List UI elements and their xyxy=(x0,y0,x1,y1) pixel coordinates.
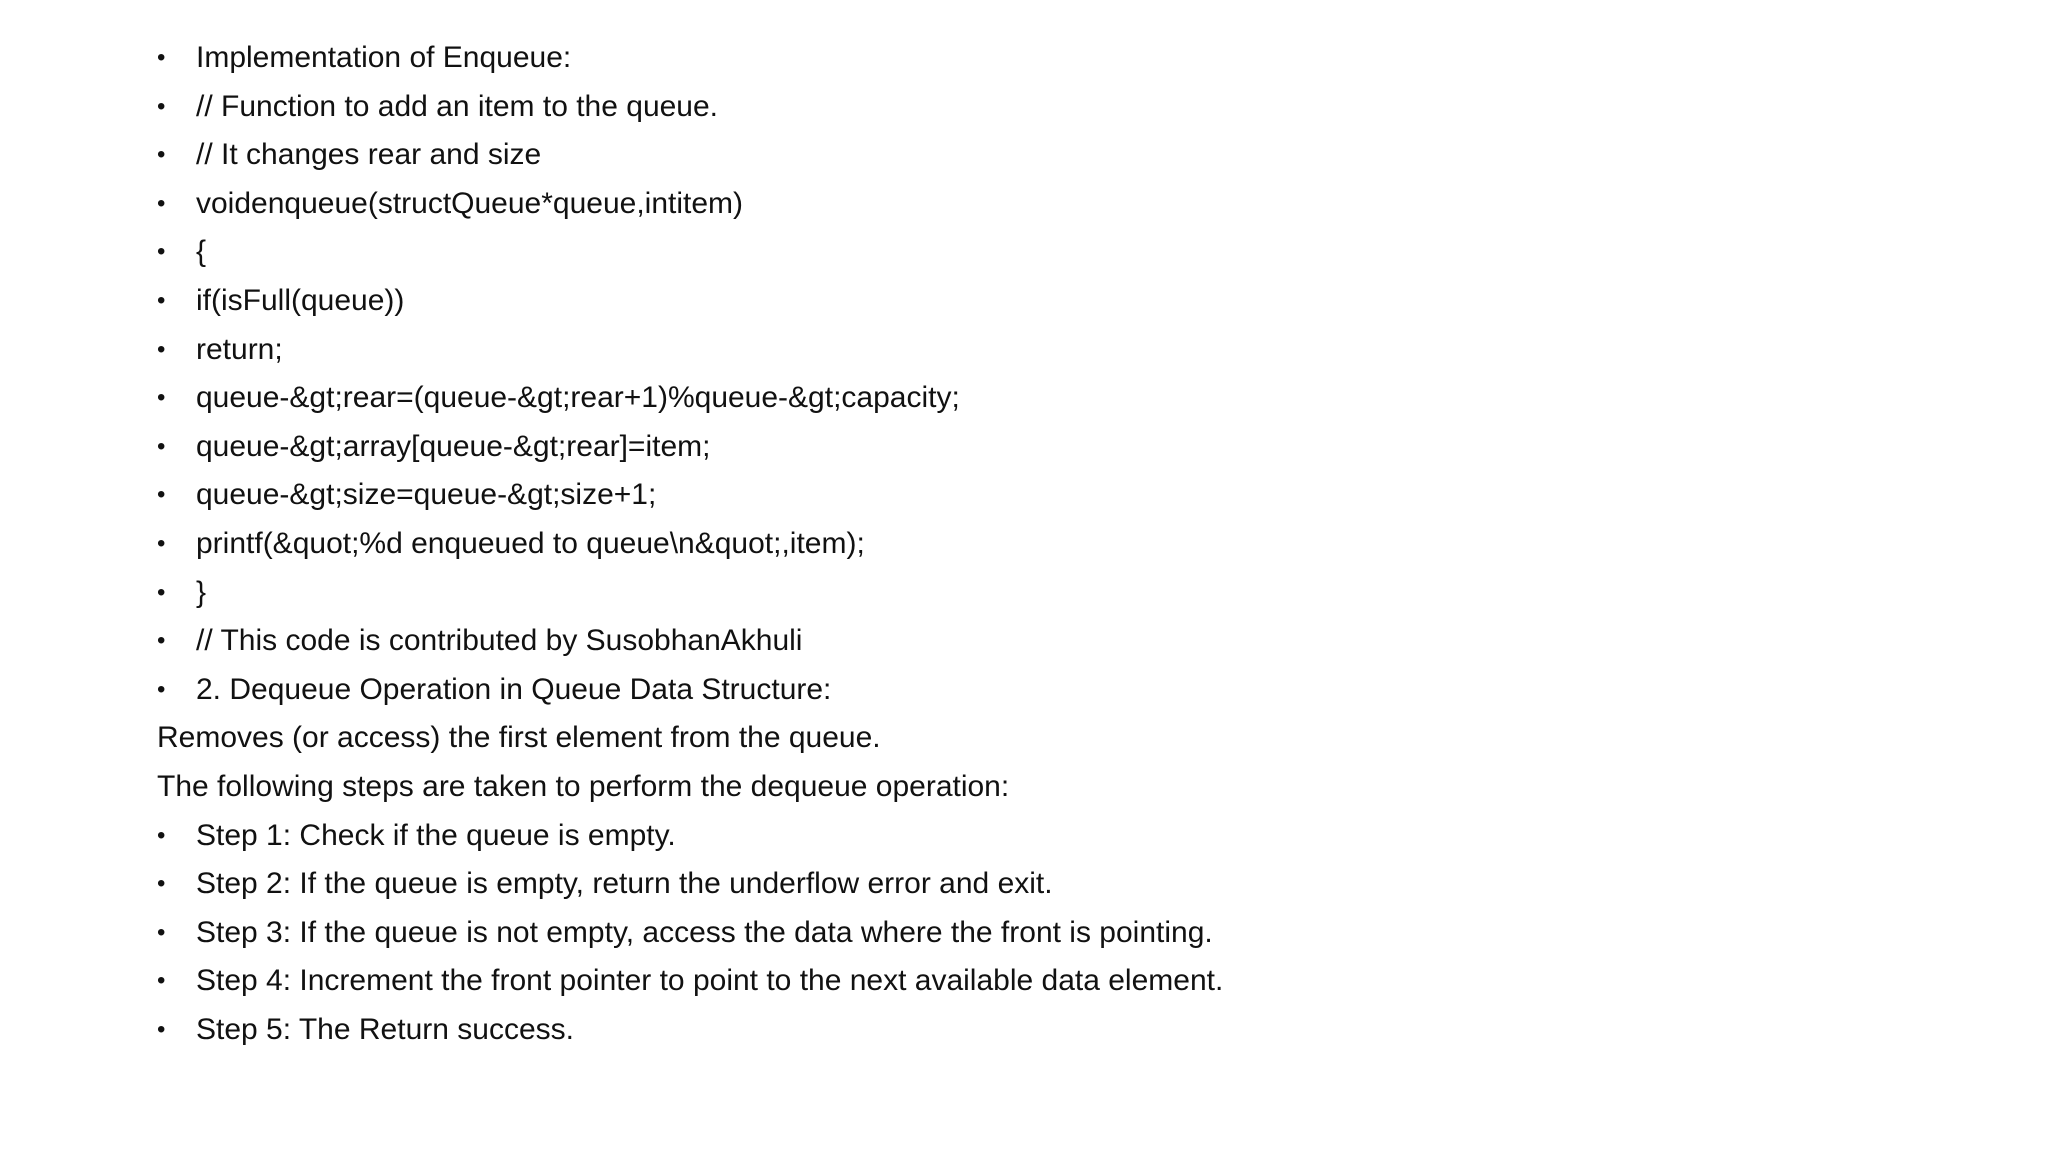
bullet-icon: • xyxy=(157,92,166,120)
list-item xyxy=(157,617,1937,666)
paragraph xyxy=(157,714,1937,763)
bullet-icon: • xyxy=(157,870,166,898)
list-item xyxy=(157,569,1937,618)
bullet-icon: • xyxy=(157,481,166,509)
list-item-text: // This code is contributed by SusobhanAkhuli xyxy=(196,624,803,658)
list-item-text: } xyxy=(196,575,207,609)
list-item xyxy=(157,1006,1937,1055)
list-item xyxy=(157,471,1937,520)
list-item-text: printf(&quot;%d enqueued to queue\n&quot;,item); xyxy=(196,526,865,560)
list-item xyxy=(157,860,1937,909)
list-item xyxy=(157,374,1937,423)
list-item-text: queue-&gt;array[queue-&gt;rear]=item; xyxy=(196,429,711,463)
list-item-text: 2. Dequeue Operation in Queue Data Structure: xyxy=(196,672,832,706)
list-item-text: // Function to add an item to the queue. xyxy=(196,89,719,123)
bullet-icon: • xyxy=(157,821,166,849)
list-item-text: Step 2: If the queue is empty, return the underflow error and exit. xyxy=(196,867,1053,901)
list-item-text: // It changes rear and size xyxy=(196,138,542,172)
list-item-text: voidenqueue(structQueue*queue,intitem) xyxy=(196,186,744,220)
list-item xyxy=(157,131,1937,180)
bullet-icon: • xyxy=(157,967,166,995)
list-item xyxy=(157,277,1937,326)
bullet-icon: • xyxy=(157,44,166,71)
list-item xyxy=(157,83,1937,132)
list-item xyxy=(157,228,1937,277)
list-item-text: if(isFull(queue)) xyxy=(196,283,405,317)
list-item-text: queue-&gt;rear=(queue-&gt;rear+1)%queue-&gt;capacity; xyxy=(196,381,960,415)
bullet-icon: • xyxy=(157,286,166,314)
list-item xyxy=(157,423,1937,472)
bullet-icon: • xyxy=(157,141,166,169)
list-item xyxy=(157,957,1937,1006)
list-item-text: { xyxy=(196,235,207,269)
list-item xyxy=(157,812,1937,861)
bullet-icon: • xyxy=(157,578,166,606)
bullet-icon: • xyxy=(157,1015,166,1043)
bullet-icon: • xyxy=(157,189,166,217)
slide-content xyxy=(157,34,1937,1054)
list-item xyxy=(157,909,1937,958)
paragraph-text: Removes (or access) the first element from the queue. xyxy=(157,721,881,755)
list-item xyxy=(157,180,1937,229)
paragraph-text: The following steps are taken to perform the dequeue operation: xyxy=(157,769,1010,803)
paragraph xyxy=(157,763,1937,812)
list-item-text: return; xyxy=(196,332,283,366)
bullet-icon: • xyxy=(157,675,166,703)
bullet-icon: • xyxy=(157,384,166,412)
list-item xyxy=(157,34,1937,83)
bullet-icon: • xyxy=(157,918,166,946)
bullet-icon: • xyxy=(157,529,166,557)
bullet-icon: • xyxy=(157,432,166,460)
list-item-text: Step 1: Check if the queue is empty. xyxy=(196,818,676,852)
list-item-text: queue-&gt;size=queue-&gt;size+1; xyxy=(196,478,657,512)
list-item xyxy=(157,326,1937,375)
list-item-text: Step 5: The Return success. xyxy=(196,1012,574,1046)
bullet-icon: • xyxy=(157,627,166,655)
bullet-icon: • xyxy=(157,238,166,266)
list-item-text: Implementation of Enqueue: xyxy=(196,41,572,74)
list-item xyxy=(157,520,1937,569)
list-item-text: Step 3: If the queue is not empty, access the data where the front is pointing. xyxy=(196,915,1213,949)
bullet-icon: • xyxy=(157,335,166,363)
list-item xyxy=(157,666,1937,715)
list-item-text: Step 4: Increment the front pointer to point to the next available data element. xyxy=(196,964,1224,998)
